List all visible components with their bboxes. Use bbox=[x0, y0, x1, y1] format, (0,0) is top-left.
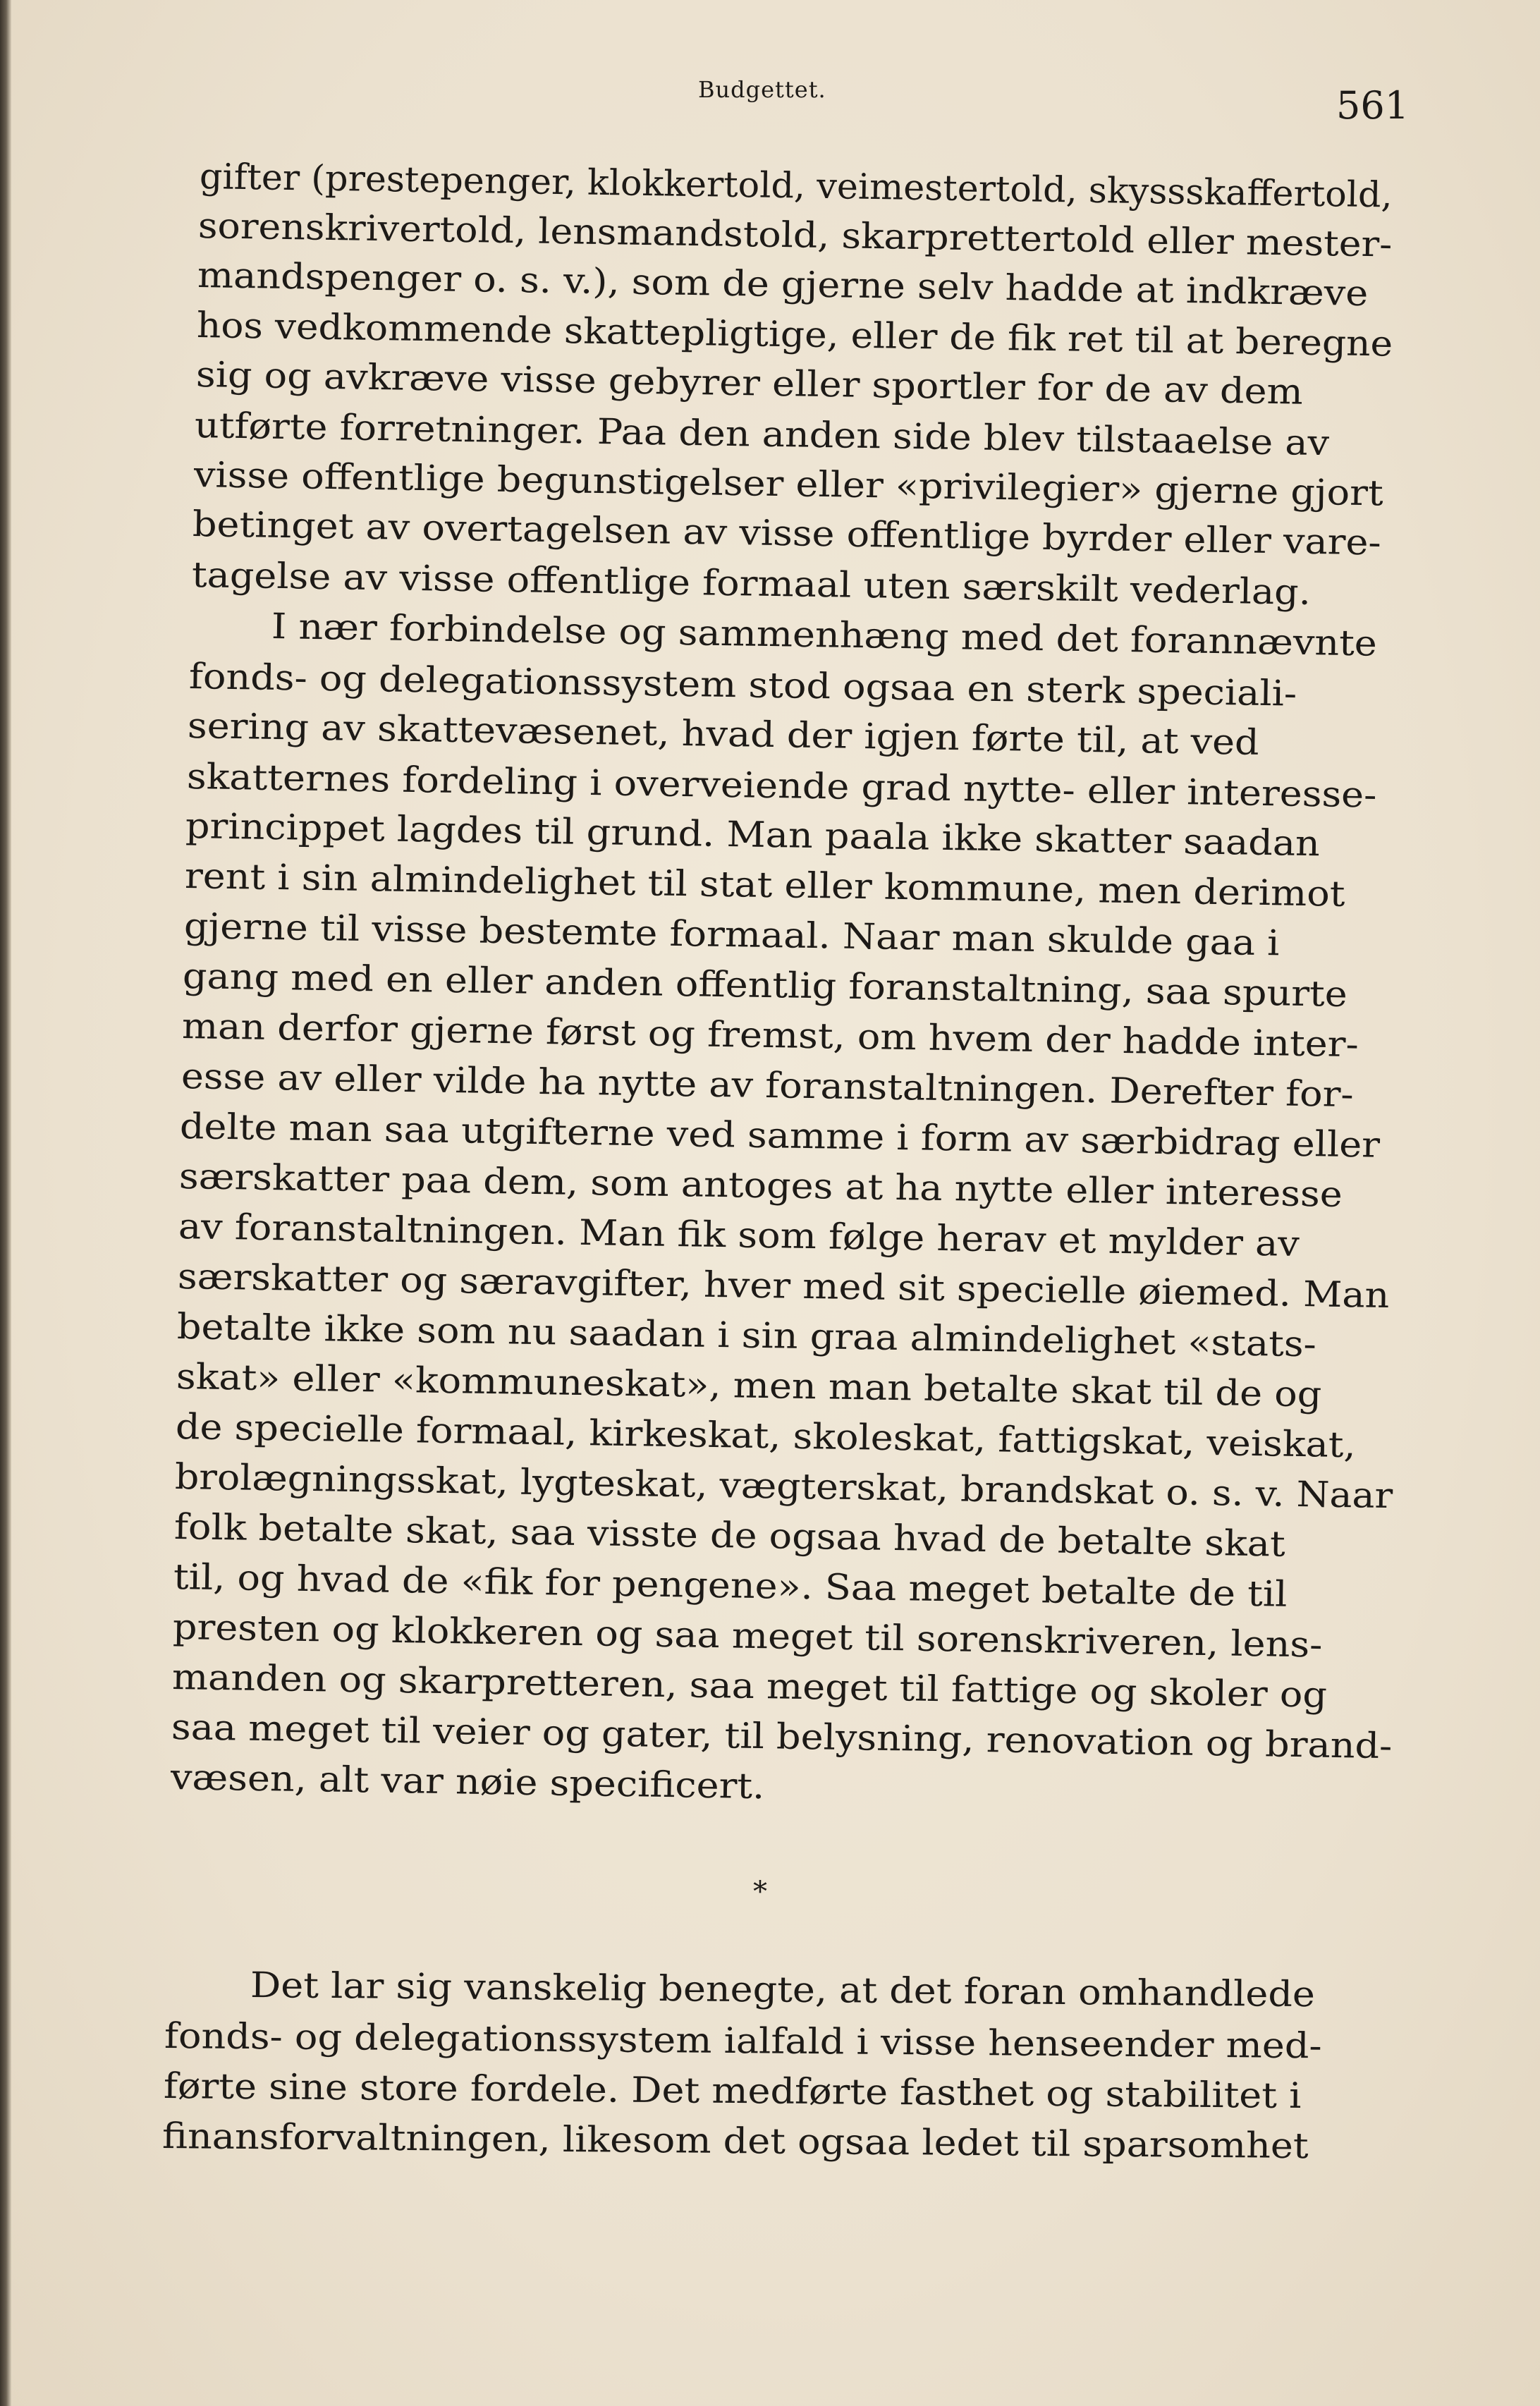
text-line: sorenskrivertold, lensmandstold, skarprettertold eller mester- bbox=[197, 205, 1393, 265]
section-separator: * bbox=[753, 1876, 767, 1908]
text-line: Det lar sig vanskelig benegte, at det foran omhandlede bbox=[250, 1965, 1316, 2015]
text-line: væsen, alt var nøie specificert. bbox=[170, 1757, 765, 1807]
text-line: betalte ikke som nu saadan i sin graa almindelighet «stats- bbox=[176, 1306, 1317, 1365]
text-line: fonds- og delegationssystem stod ogsaa en sterk speciali- bbox=[188, 656, 1297, 714]
text-line: særskatter paa dem, som antoges at ha nytte eller interesse bbox=[178, 1156, 1343, 1215]
text-line: presten og klokkeren og saa meget til sorenskriveren, lens- bbox=[172, 1606, 1323, 1666]
text-line: brolægningsskat, lygteskat, vægterskat, brandskat o. s. v. Naar bbox=[174, 1456, 1393, 1517]
text-line: de specielle formaal, kirkeskat, skoleskat, fattigskat, veiskat, bbox=[175, 1406, 1357, 1466]
text-line: utførte forretninger. Paa den anden side blev tilstaaelse av bbox=[194, 405, 1330, 464]
text-line: gifter (prestepenger, klokkertold, veimestertold, skyssskaffertold, bbox=[199, 156, 1393, 216]
page-number: 561 bbox=[1336, 83, 1410, 128]
text-line: I nær forbindelse og sammenhæng med det forannævnte bbox=[271, 606, 1378, 664]
text-line: betinget av overtagelsen av visse offentlige byrder eller vare- bbox=[192, 503, 1382, 563]
text-line: saa meget til veier og gater, til belysning, renovation og brand- bbox=[171, 1706, 1393, 1767]
text-line: man derfor gjerne først og fremst, om hvem der hadde inter- bbox=[181, 1006, 1359, 1065]
text-line: finansforvaltningen, likesom det ogsaa ledet til sparsomhet bbox=[161, 2115, 1309, 2167]
text-line: delte man saa utgifterne ved samme i form av særbidrag eller bbox=[179, 1106, 1381, 1166]
text-line: esse av eller vilde ha nytte av foranstaltningen. Derefter for- bbox=[181, 1056, 1355, 1116]
text-line: førte sine store fordele. Det medførte fasthet og stabilitet i bbox=[163, 2065, 1302, 2117]
text-line: gang med en eller anden offentlig foranstaltning, saa spurte bbox=[182, 955, 1348, 1015]
text-line: særskatter og særavgifter, hver med sit specielle øiemed. Man bbox=[177, 1256, 1390, 1316]
text-line: gjerne til visse bestemte formaal. Naar man skulde gaa i bbox=[183, 905, 1280, 964]
running-title: Budgettet. bbox=[698, 76, 826, 103]
text-line: fonds- og delegationssystem ialfald i visse henseender med- bbox=[164, 2015, 1322, 2067]
text-line: mandspenger o. s. v.), som de gjerne selv hadde at indkræve bbox=[197, 255, 1369, 315]
text-line: folk betalte skat, saa visste de ogsaa hvad de betalte skat bbox=[173, 1506, 1286, 1565]
text-line: skatternes fordeling i overveiende grad nytte- eller interesse- bbox=[186, 756, 1377, 816]
text-line: hos vedkommende skattepligtige, eller de fik ret til at beregne bbox=[196, 305, 1393, 365]
text-line: tagelse av visse offentlige formaal uten særskilt vederlag. bbox=[191, 554, 1312, 613]
text-line: manden og skarpretteren, saa meget til fattige og skoler og bbox=[171, 1656, 1328, 1716]
text-line: sig og avkræve visse gebyrer eller sportler for de av dem bbox=[195, 354, 1304, 413]
text-line: visse offentlige begunstigelser eller «privilegier» gjerne gjort bbox=[193, 454, 1384, 514]
text-line: rent i sin almindelighet til stat eller kommune, men derimot bbox=[184, 855, 1345, 915]
text-line: skat» eller «kommuneskat», men man betalte skat til de og bbox=[176, 1356, 1322, 1415]
text-line: av foranstaltningen. Man fik som følge herav et mylder av bbox=[178, 1206, 1300, 1264]
text-line: sering av skattevæsenet, hvad der igjen førte til, at ved bbox=[187, 705, 1260, 763]
text-line: til, og hvad de «fik for pengene». Saa meget betalte de til bbox=[173, 1556, 1288, 1615]
text-line: princippet lagdes til grund. Man paala ikke skatter saadan bbox=[185, 805, 1321, 865]
